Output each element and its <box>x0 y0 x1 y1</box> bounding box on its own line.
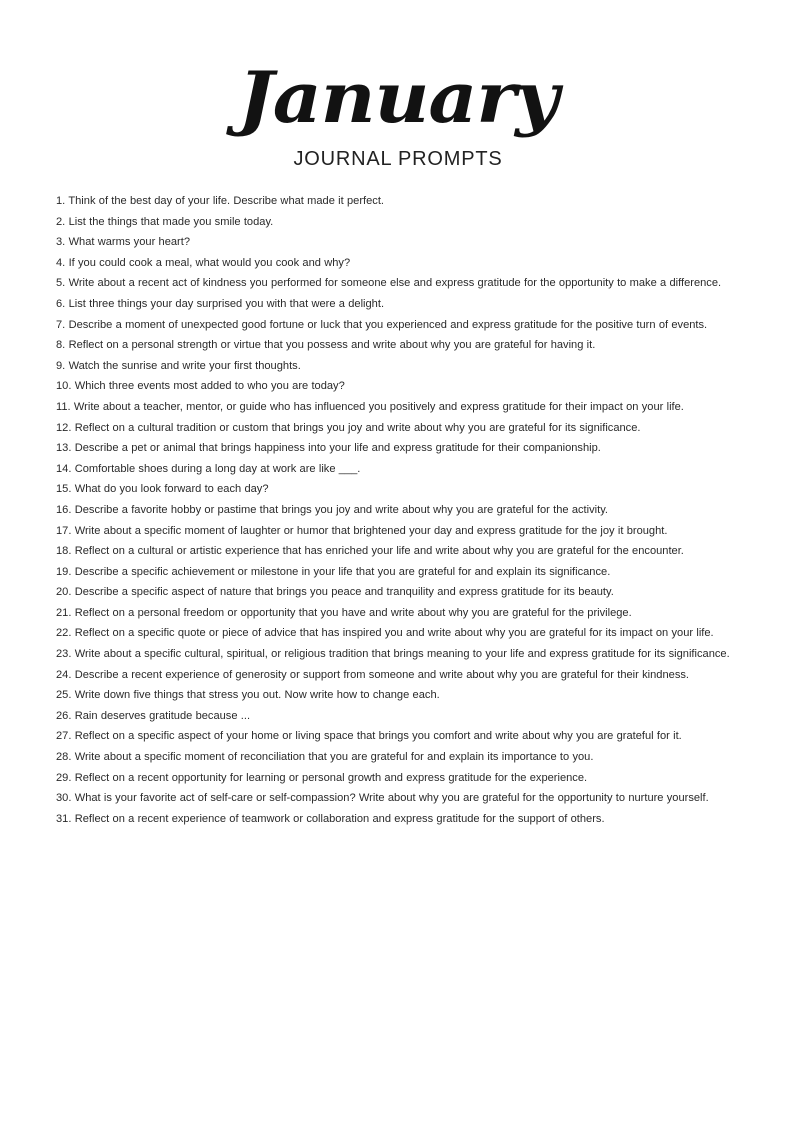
prompt-text: Write about a teacher, mentor, or guide who has influenced you positively and express gratitude for their impact on your life. <box>73 400 684 413</box>
prompt-text: List three things your day surprised you with that were a delight. <box>68 297 385 310</box>
prompt-number: 27. <box>56 730 72 743</box>
prompt-item <box>56 788 738 809</box>
prompt-text: Reflect on a recent opportunity for learning or personal growth and express gratitude for the experience. <box>74 771 588 784</box>
prompt-number: 4. <box>56 256 66 269</box>
prompt-item <box>56 706 738 727</box>
prompt-item <box>56 253 738 274</box>
prompt-text: Write about a recent act of kindness you performed for someone else and express gratitude for the opportunity to make a difference. <box>68 277 722 290</box>
prompt-text: Watch the sunrise and write your first thoughts. <box>68 359 301 372</box>
prompt-text: Rain deserves gratitude because ... <box>74 709 251 722</box>
prompt-number: 14. <box>56 462 72 475</box>
prompt-number: 16. <box>56 503 72 516</box>
prompt-text: Describe a pet or animal that brings happiness into your life and express gratitude for their companionship. <box>74 442 601 455</box>
prompt-item <box>56 418 738 439</box>
prompt-item <box>56 376 738 397</box>
prompt-number: 1. <box>56 195 66 207</box>
prompt-list <box>56 191 738 829</box>
prompt-number: 13. <box>56 442 72 455</box>
prompt-item <box>56 747 738 768</box>
prompt-item <box>56 273 738 294</box>
prompt-number: 28. <box>56 751 72 764</box>
prompt-text: Think of the best day of your life. Describe what made it perfect. <box>68 195 385 207</box>
prompt-text: Reflect on a personal strength or virtue that you possess and write about why you are grateful for having it. <box>68 339 596 352</box>
prompt-item <box>56 438 738 459</box>
prompt-number: 12. <box>56 421 72 434</box>
prompt-number: 15. <box>56 483 72 496</box>
prompt-text: Describe a moment of unexpected good fortune or luck that you experienced and express gratitude for the positive turn of events. <box>68 318 708 331</box>
prompt-item <box>56 582 738 603</box>
prompt-number: 30. <box>56 792 72 805</box>
prompt-text: Which three events most added to who you are today? <box>74 380 345 393</box>
prompt-text: If you could cook a meal, what would you cook and why? <box>68 256 351 269</box>
prompt-text: Reflect on a personal freedom or opportunity that you have and write about why you are grateful for the privilege. <box>74 606 632 619</box>
prompt-number: 25. <box>56 689 72 702</box>
prompt-number: 31. <box>56 812 72 825</box>
prompt-text: Write down five things that stress you out. Now write how to change each. <box>74 689 440 702</box>
prompt-number: 19. <box>56 565 72 578</box>
prompt-item <box>56 397 738 418</box>
prompt-item <box>56 603 738 624</box>
prompt-item <box>56 726 738 747</box>
prompt-number: 18. <box>56 545 72 558</box>
prompt-item <box>56 665 738 686</box>
prompt-text: Describe a recent experience of generosity or support from someone and write about why you are grateful for their kindness. <box>74 668 689 681</box>
prompt-number: 21. <box>56 606 72 619</box>
prompt-text: Describe a specific aspect of nature that brings you peace and tranquility and express gratitude for its beauty. <box>74 586 614 599</box>
prompt-text: What warms your heart? <box>68 236 191 249</box>
prompt-number: 26. <box>56 709 72 722</box>
prompt-number: 20. <box>56 586 72 599</box>
prompt-item <box>56 500 738 521</box>
prompt-text: Reflect on a specific aspect of your home or living space that brings you comfort and write about why you are grateful for it. <box>74 730 682 743</box>
prompt-item <box>56 521 738 542</box>
prompt-number: 23. <box>56 648 72 661</box>
prompt-text: Reflect on a specific quote or piece of advice that has inspired you and write about why you are grateful for its impact on your life. <box>74 627 714 640</box>
page-subtitle: JOURNAL PROMPTS <box>293 148 503 170</box>
prompt-item <box>56 623 738 644</box>
prompt-item <box>56 212 738 233</box>
prompt-text: Describe a specific achievement or milestone in your life that you are grateful for and explain its significance. <box>74 565 611 578</box>
prompt-number: 2. <box>56 215 66 228</box>
prompt-item <box>56 685 738 706</box>
prompt-text: Write about a specific moment of reconciliation that you are grateful for and explain its importance to you. <box>74 751 594 764</box>
prompt-item <box>56 294 738 315</box>
prompt-text: Write about a specific cultural, spiritual, or religious tradition that brings meaning to your life and express gratitude for its significance. <box>74 648 730 661</box>
page-title: January <box>238 56 558 139</box>
prompt-number: 8. <box>56 339 66 352</box>
prompt-item <box>56 562 738 583</box>
prompt-item <box>56 768 738 789</box>
prompt-number: 6. <box>56 297 66 310</box>
prompt-text: List the things that made you smile today. <box>68 215 274 228</box>
prompt-item <box>56 232 738 253</box>
prompt-text: Write about a specific moment of laughter or humor that brightened your day and express gratitude for the joy it brought. <box>74 524 668 537</box>
prompt-number: 10. <box>56 380 72 393</box>
prompt-text: Comfortable shoes during a long day at work are like ___. <box>74 462 361 475</box>
prompt-number: 7. <box>56 318 66 331</box>
prompt-text: Reflect on a cultural tradition or custom that brings you joy and write about why you are grateful for its significance. <box>74 421 641 434</box>
prompt-number: 3. <box>56 236 66 249</box>
prompt-number: 11. <box>56 400 71 413</box>
prompt-number: 17. <box>56 524 72 537</box>
prompt-item <box>56 479 738 500</box>
prompt-text: Describe a favorite hobby or pastime that brings you joy and write about why you are grateful for the activity. <box>74 503 609 516</box>
prompt-item <box>56 644 738 665</box>
prompt-text: Reflect on a cultural or artistic experience that has enriched your life and write about why you are grateful for the encounter. <box>74 545 684 558</box>
prompt-item <box>56 335 738 356</box>
prompt-item <box>56 315 738 336</box>
prompt-text: What is your favorite act of self-care or self-compassion? Write about why you are grateful for the opportunity to nurture yourself. <box>74 792 709 805</box>
prompt-text: Reflect on a recent experience of teamwork or collaboration and express gratitude for the support of others. <box>74 812 605 825</box>
prompt-number: 5. <box>56 277 66 290</box>
prompt-item <box>56 809 738 830</box>
prompt-item <box>56 356 738 377</box>
prompt-item <box>56 459 738 480</box>
prompt-number: 29. <box>56 771 72 784</box>
prompt-number: 9. <box>56 359 66 372</box>
prompt-item <box>56 541 738 562</box>
prompt-item <box>56 191 738 212</box>
prompt-number: 24. <box>56 668 72 681</box>
prompt-text: What do you look forward to each day? <box>74 483 269 496</box>
prompt-number: 22. <box>56 627 72 640</box>
